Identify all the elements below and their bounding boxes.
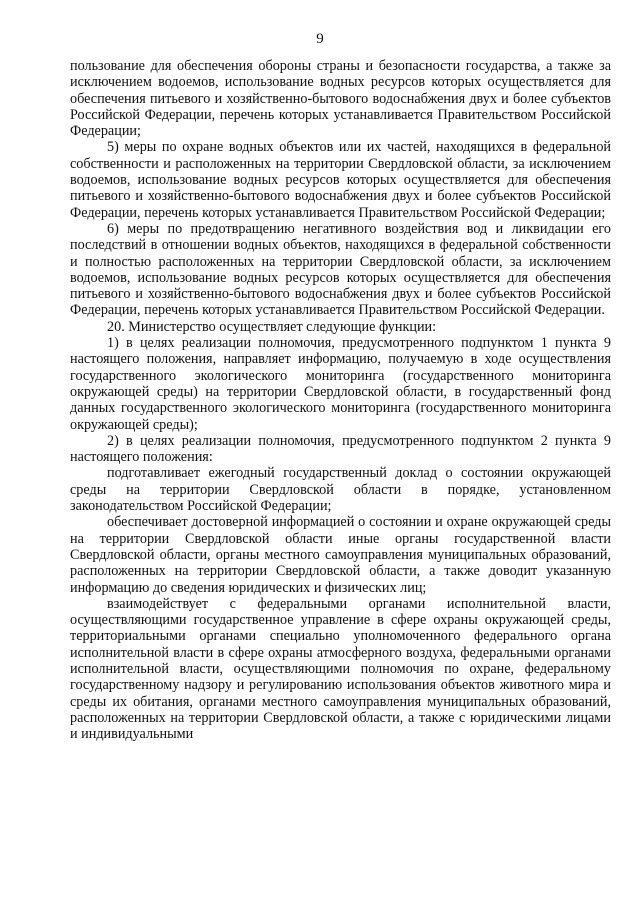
paragraph-interaction: взаимодействует с федеральными органами исполнительной власти, осуществляющими государственное управление в сфере охраны окружающей среды, территориальными органами специально уполномоченного федерального органа исполнительной власти в сфере охраны атмосферного воздуха, федеральными органами исполнительной власти, осуществляющими полномочия по охране, федеральному государственному надзору и регулированию использования объектов животного мира и среды их обитания, органами местного самоуправления муниципальных образований, расположенных на территории Свердловской области, а также с юридическими лицами и индивидуальными: [70, 595, 611, 743]
paragraph-item-5: 5) меры по охране водных объектов или их частей, находящихся в федеральной собственности и расположенных на территории Свердловской области, за исключением водоемов, использование водных ресурсов которых осуществляется для обеспечения питьевого и хозяйственно-бытового водоснабжения двух и более субъектов Российской Федерации, перечень которых устанавливается Правительством Российской Федерации;: [70, 139, 611, 221]
document-body: [70, 58, 611, 742]
paragraph-continuation: пользование для обеспечения обороны страны и безопасности государства, а также за исключением водоемов, использование водных ресурсов которых осуществляется для обеспечения питьевого и хозяйственно-бытового водоснабжения двух и более субъектов Российской Федерации, перечень которых устанавливается Правительством Российской Федерации;: [70, 58, 611, 140]
paragraph-information: обеспечивает достоверной информацией о состоянии и охране окружающей среды на территории Свердловской области иные органы государственной власти Свердловской области, органы местного самоуправления муниципальных образований, расположенных на территории Свердловской области, а также доводит указанную информацию до сведения юридических и физических лиц;: [70, 514, 611, 596]
page-number: 9: [316, 31, 324, 47]
paragraph-item-6: 6) меры по предотвращению негативного воздействия вод и ликвидации его последствий в отношении водных объектов, находящихся в федеральной собственности и полностью расположенных на территории Свердловской области, за исключением водоемов, использование водных ресурсов которых осуществляется для обеспечения питьевого и хозяйственно-бытового водоснабжения двух и более субъектов Российской Федерации, перечень которых устанавливается Правительством Российской Федерации.: [70, 220, 611, 319]
paragraph-function-1: 1) в целях реализации полномочия, предусмотренного подпунктом 1 пункта 9 настоящего положения, направляет информацию, получаемую в ходе осуществления государственного экологического мониторинга (государственного мониторинга окружающей среды) на территории Свердловской области, в государственный фонд данных государственного экологического мониторинга (государственного мониторинга окружающей среды);: [70, 335, 611, 433]
paragraph-report: подготавливает ежегодный государственный доклад о состоянии окружающей среды на территории Свердловской области в порядке, установленном законодательством Российской Федерации;: [70, 465, 611, 515]
paragraph-section-20: 20. Министерство осуществляет следующие функции:: [107, 318, 437, 335]
paragraph-function-2: 2) в целях реализации полномочия, предусмотренного подпунктом 2 пункта 9 настоящего положения:: [70, 432, 611, 466]
